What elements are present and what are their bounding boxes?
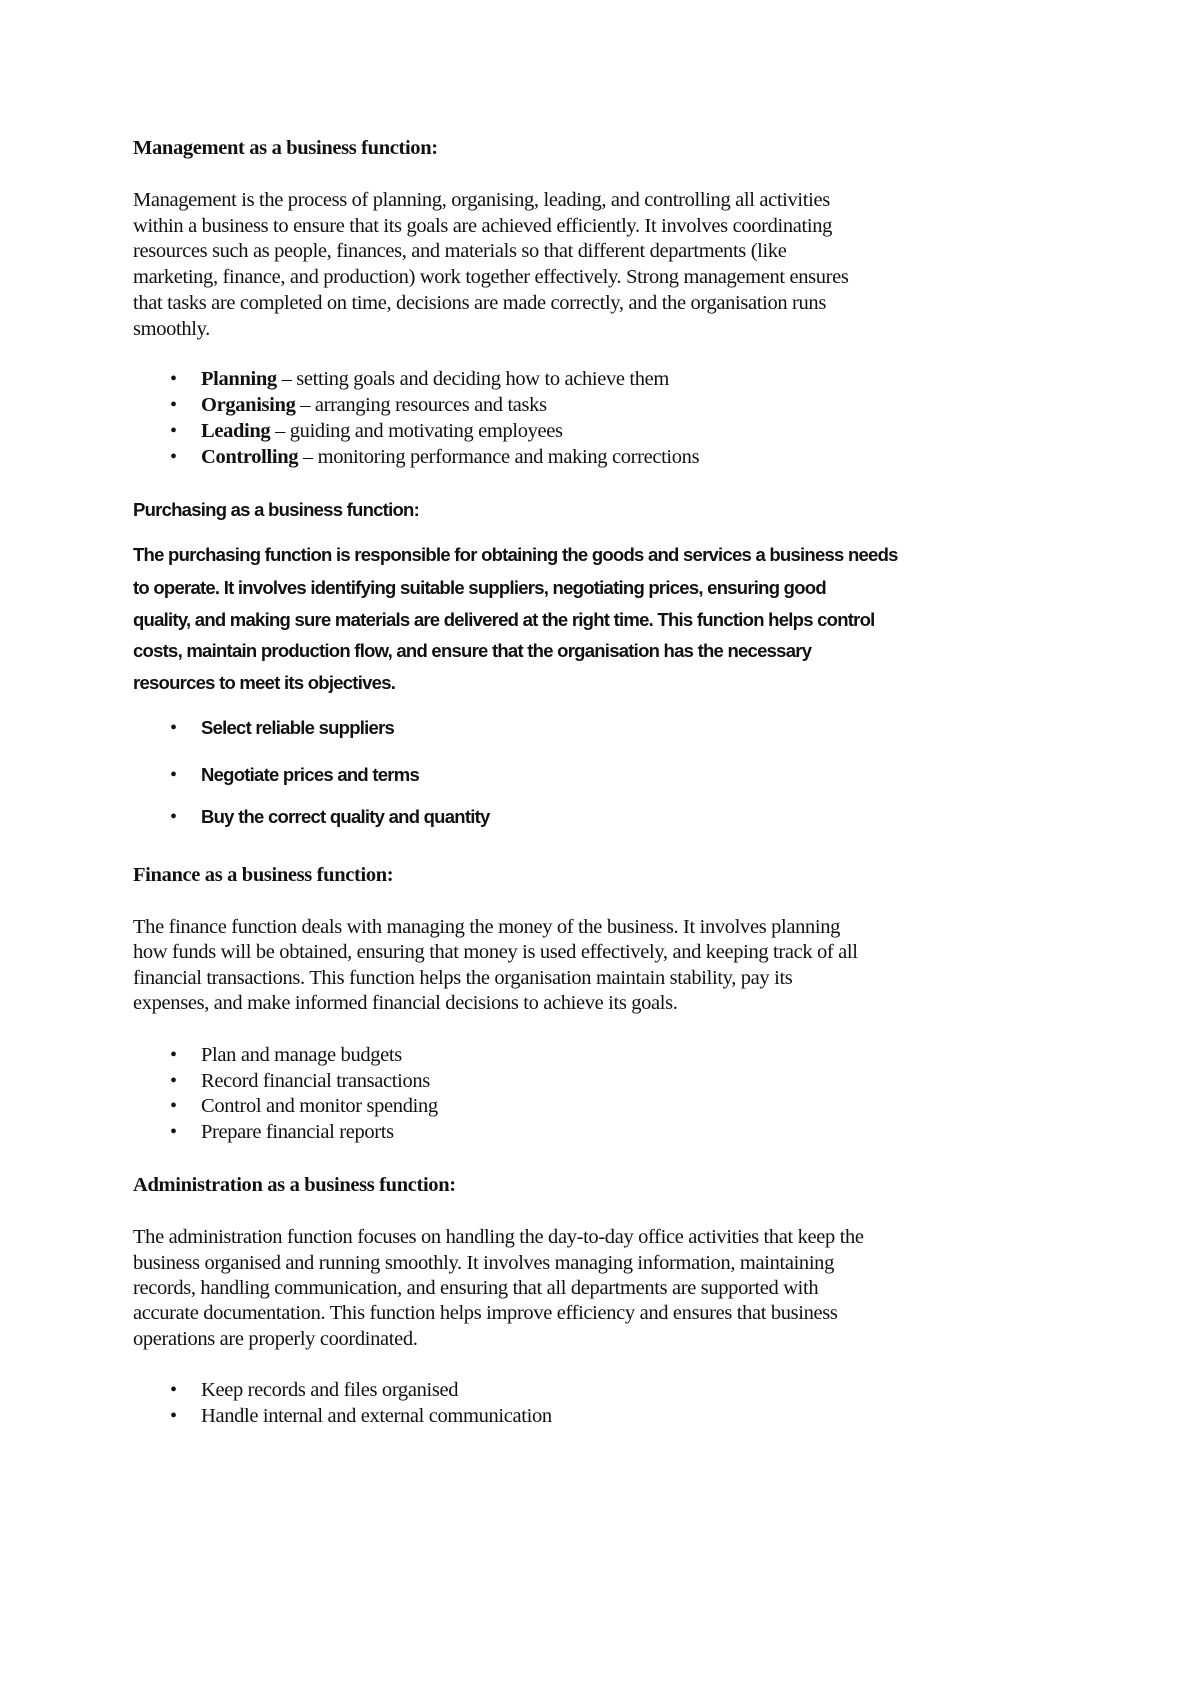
paragraph-line: how funds will be obtained, ensuring that money is used effectively, and keeping track of all: [133, 941, 858, 963]
list-item: [201, 393, 547, 417]
list-item: Prepare financial reports: [201, 1121, 394, 1143]
list-item: [201, 367, 669, 391]
list-item-term: Planning: [201, 368, 277, 390]
bullet-icon: •: [170, 764, 178, 786]
section-heading-management: Management as a business function:: [133, 137, 438, 159]
paragraph-line: costs, maintain production flow, and ensure that the organisation has the necessary: [133, 640, 812, 661]
paragraph-line: smoothly.: [133, 318, 210, 340]
paragraph-line: records, handling communication, and ensuring that all departments are supported with: [133, 1277, 819, 1299]
paragraph-line: within a business to ensure that its goals are achieved efficiently. It involves coordinating: [133, 215, 832, 237]
bullet-icon: •: [170, 1379, 178, 1401]
section-heading-administration: Administration as a business function:: [133, 1174, 456, 1196]
bullet-icon: •: [170, 420, 178, 442]
list-item: Control and monitor spending: [201, 1095, 438, 1117]
section-heading-purchasing: Purchasing as a business function:: [133, 499, 419, 520]
bullet-icon: •: [170, 717, 178, 739]
paragraph-line: The finance function deals with managing the money of the business. It involves planning: [133, 916, 841, 938]
paragraph-line: business organised and running smoothly. It involves managing information, maintaining: [133, 1252, 834, 1274]
list-item: [201, 445, 699, 469]
paragraph-line: marketing, finance, and production) work together effectively. Strong management ensures: [133, 266, 849, 288]
bullet-icon: •: [170, 446, 178, 468]
bullet-icon: •: [170, 1121, 178, 1143]
list-item: Buy the correct quality and quantity: [201, 806, 490, 827]
list-item-desc: – arranging resources and tasks: [295, 394, 547, 416]
paragraph-line: financial transactions. This function helps the organisation maintain stability, pay its: [133, 967, 793, 989]
paragraph-line: resources such as people, finances, and materials so that different departments (like: [133, 240, 787, 262]
paragraph-line: accurate documentation. This function helps improve efficiency and ensures that business: [133, 1302, 838, 1324]
paragraph-line: to operate. It involves identifying suitable suppliers, negotiating prices, ensuring good: [133, 577, 826, 598]
list-item: Select reliable suppliers: [201, 717, 395, 738]
paragraph-line: that tasks are completed on time, decisions are made correctly, and the organisation runs: [133, 292, 826, 314]
list-item: [201, 419, 563, 443]
list-item: Plan and manage budgets: [201, 1044, 402, 1066]
list-item: Negotiate prices and terms: [201, 764, 419, 785]
bullet-icon: •: [170, 1070, 178, 1092]
bullet-icon: •: [170, 394, 178, 416]
paragraph-line: resources to meet its objectives.: [133, 672, 396, 693]
paragraph-line: expenses, and make informed financial decisions to achieve its goals.: [133, 992, 678, 1014]
bullet-icon: •: [170, 1095, 178, 1117]
paragraph-line: Management is the process of planning, organising, leading, and controlling all activities: [133, 189, 830, 211]
paragraph-line: quality, and making sure materials are delivered at the right time. This function helps control: [133, 609, 875, 630]
bullet-icon: •: [170, 1044, 178, 1066]
list-item-term: Controlling: [201, 446, 299, 468]
list-item-desc: – setting goals and deciding how to achieve them: [276, 368, 670, 390]
list-item-desc: – guiding and motivating employees: [270, 420, 563, 442]
bullet-icon: •: [170, 1405, 178, 1427]
bullet-icon: •: [170, 806, 178, 828]
paragraph-line: operations are properly coordinated.: [133, 1328, 418, 1350]
list-item-term: Organising: [201, 394, 296, 416]
paragraph-line: The purchasing function is responsible for obtaining the goods and services a business needs: [133, 544, 898, 565]
list-item: Keep records and files organised: [201, 1379, 459, 1401]
list-item: Handle internal and external communication: [201, 1405, 552, 1427]
paragraph-line: The administration function focuses on handling the day-to-day office activities that keep the: [133, 1226, 864, 1248]
list-item: Record financial transactions: [201, 1070, 430, 1092]
bullet-icon: •: [170, 368, 178, 390]
section-heading-finance: Finance as a business function:: [133, 864, 394, 886]
list-item-desc: – monitoring performance and making corrections: [298, 446, 700, 468]
list-item-term: Leading: [201, 420, 271, 442]
